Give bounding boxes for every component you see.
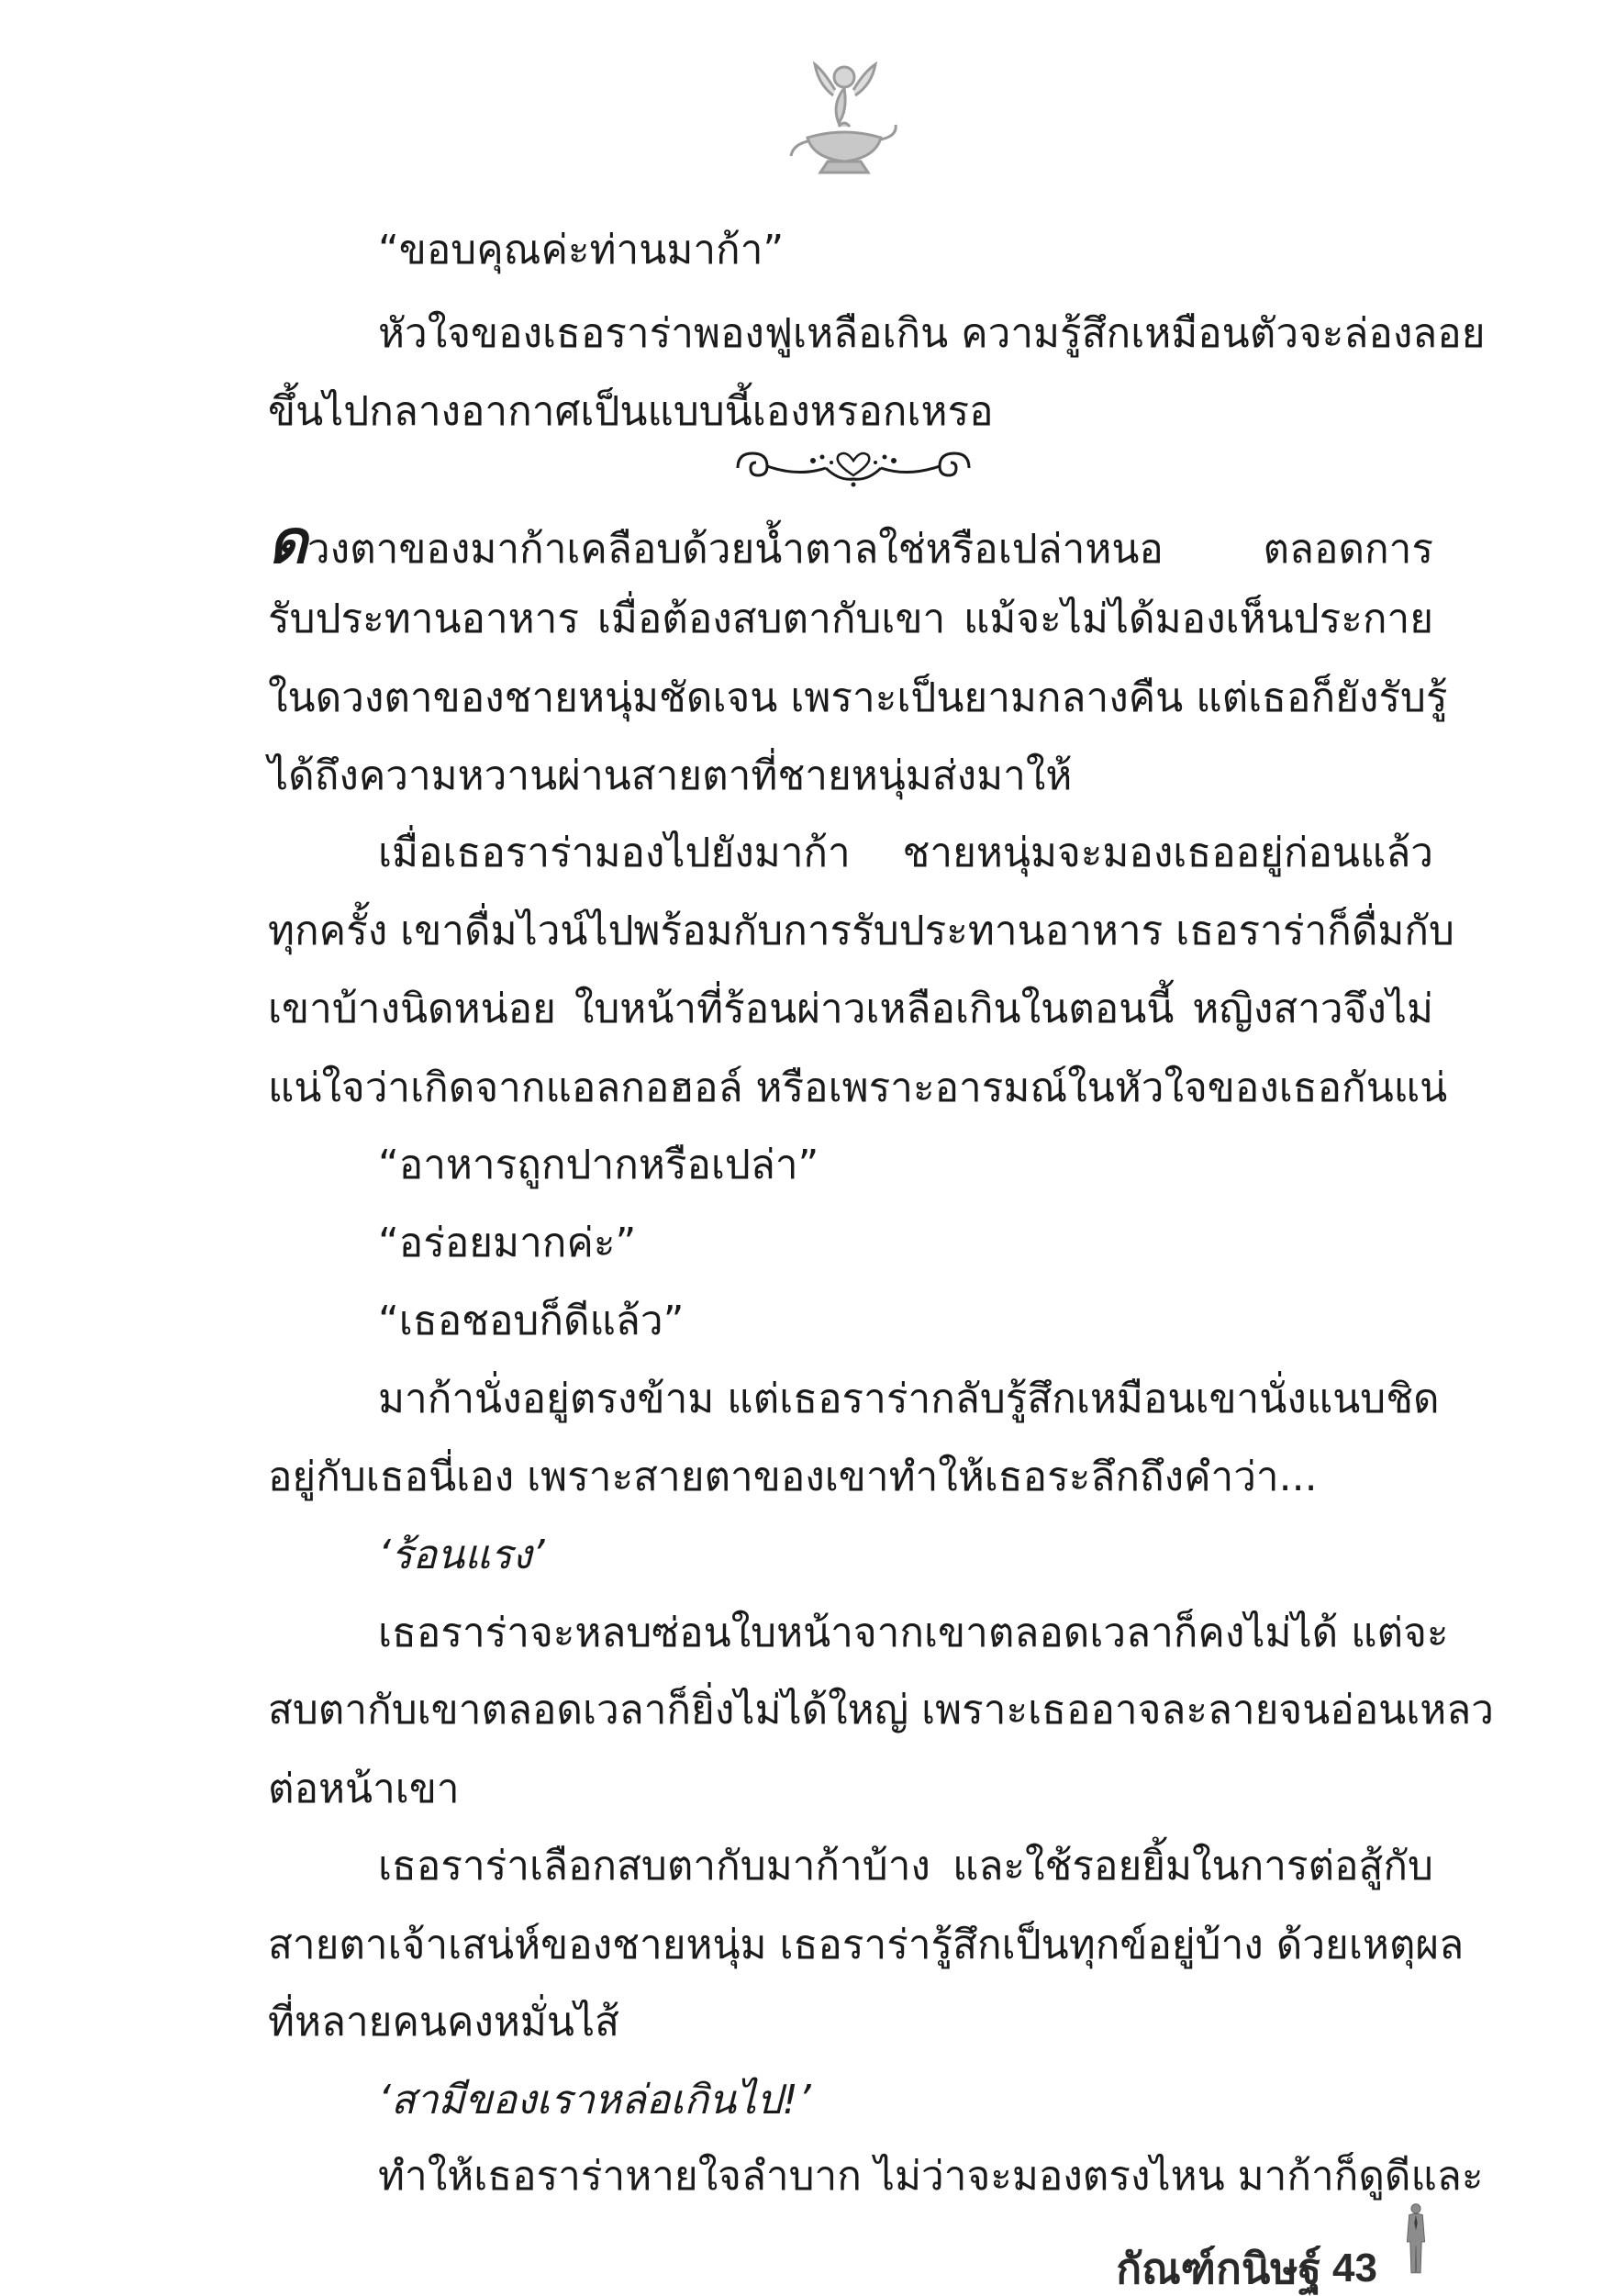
page-number: 43 (1332, 2246, 1377, 2290)
paragraph-line: ทุกครั้ง เขาดื่มไวน์ไปพร้อมกับการรับประทานอาหาร เธอราร่าก็ดื่มกับ (268, 908, 1454, 954)
paragraph-line: ขึ้นไปกลางอากาศเป็นแบบนี้เองหรอกเหรอ (268, 388, 994, 435)
paragraph-line: สายตาเจ้าเสน่ห์ของชายหนุ่ม เธอราร่ารู้สึกเป็นทุกข์อยู่บ้าง ด้วยเหตุผล (268, 1922, 1465, 1968)
paragraph-line: อยู่กับเธอนี่เอง เพราะสายตาของเขาทำให้เธอระลึกถึงคำว่า... (268, 1454, 1318, 1500)
paragraph-line: หัวใจของเธอราร่าพองฟูเหลือเกิน ความรู้สึกเหมือนตัวจะล่องลอย (378, 310, 1486, 357)
paragraph-line: เมื่อเธอราร่ามองไปยังมาก้า ชายหนุ่มจะมองเธออยู่ก่อนแล้ว (378, 830, 1433, 876)
scene-divider-ornament-icon (725, 440, 982, 494)
cupid-lamp-ornament-icon (787, 53, 901, 182)
dialogue-line: “ขอบคุณค่ะท่านมาก้า” (378, 227, 785, 273)
paragraph-line: ในดวงตาของชายหนุ่มชัดเจน เพราะเป็นยามกลางคืน แต่เธอก็ยังรับรู้ (268, 674, 1448, 721)
paragraph-line: ต่อหน้าเขา (268, 1766, 460, 1812)
paragraph-line: สบตากับเขาตลอดเวลาก็ยิ่งไม่ได้ใหญ่ เพราะเธออาจละลายจนอ่อนเหลว (268, 1687, 1494, 1733)
dialogue-line: “อร่อยมากค่ะ” (378, 1220, 637, 1266)
paragraph-line: แน่ใจว่าเกิดจากแอลกอฮอล์ หรือเพราะอารมณ์ในหัวใจของเธอกันแน่ (268, 1064, 1448, 1111)
paragraph-line: ได้ถึงความหวานผ่านสายตาที่ชายหนุ่มส่งมาให้ (268, 752, 1073, 799)
dialogue-line: “เธอชอบก็ดีแล้ว” (378, 1298, 685, 1344)
paragraph-line: ที่หลายคนคงหมั่นไส้ (268, 1999, 619, 2045)
paragraph-line: รับประทานอาหาร เมื่อต้องสบตากับเขา แม้จะไม่ได้มองเห็นประกาย (268, 596, 1433, 642)
book-title-footer: กัณฑ์กนิษฐ์ (1116, 2244, 1321, 2293)
paragraph-line: เธอราร่าเลือกสบตากับมาก้าบ้าง และใช้รอยยิ้มในการต่อสู้กับ (378, 1843, 1433, 1889)
thought-line: ‘ร้อนแรง’ (378, 1532, 545, 1578)
paragraph-line: เธอราร่าจะหลบซ่อนใบหน้าจากเขาตลอดเวลาก็คงไม่ได้ แต่จะ (378, 1610, 1449, 1656)
paragraph-line: เขาบ้างนิดหน่อย ใบหน้าที่ร้อนผ่าวเหลือเกินในตอนนี้ หญิงสาวจึงไม่ (268, 986, 1433, 1032)
dialogue-line: “อาหารถูกปากหรือเปล่า” (378, 1142, 819, 1188)
thought-line: ‘สามีของเราหล่อเกินไป!’ (378, 2077, 811, 2123)
suited-man-figure-icon (1397, 2202, 1435, 2274)
paragraph-line: ดวงตาของมาก้าเคลือบด้วยน้ำตาลใช่หรือเปล่าหนอ ตลอดการ (268, 507, 1433, 577)
drop-cap-letter: ด (268, 507, 307, 577)
paragraph-line: ทำให้เธอราร่าหายใจลำบาก ไม่ว่าจะมองตรงไหน มาก้าก็ดูดีและ (378, 2153, 1484, 2200)
paragraph-line: มาก้านั่งอยู่ตรงข้าม แต่เธอราร่ากลับรู้สึกเหมือนเขานั่งแนบชิด (378, 1376, 1440, 1422)
